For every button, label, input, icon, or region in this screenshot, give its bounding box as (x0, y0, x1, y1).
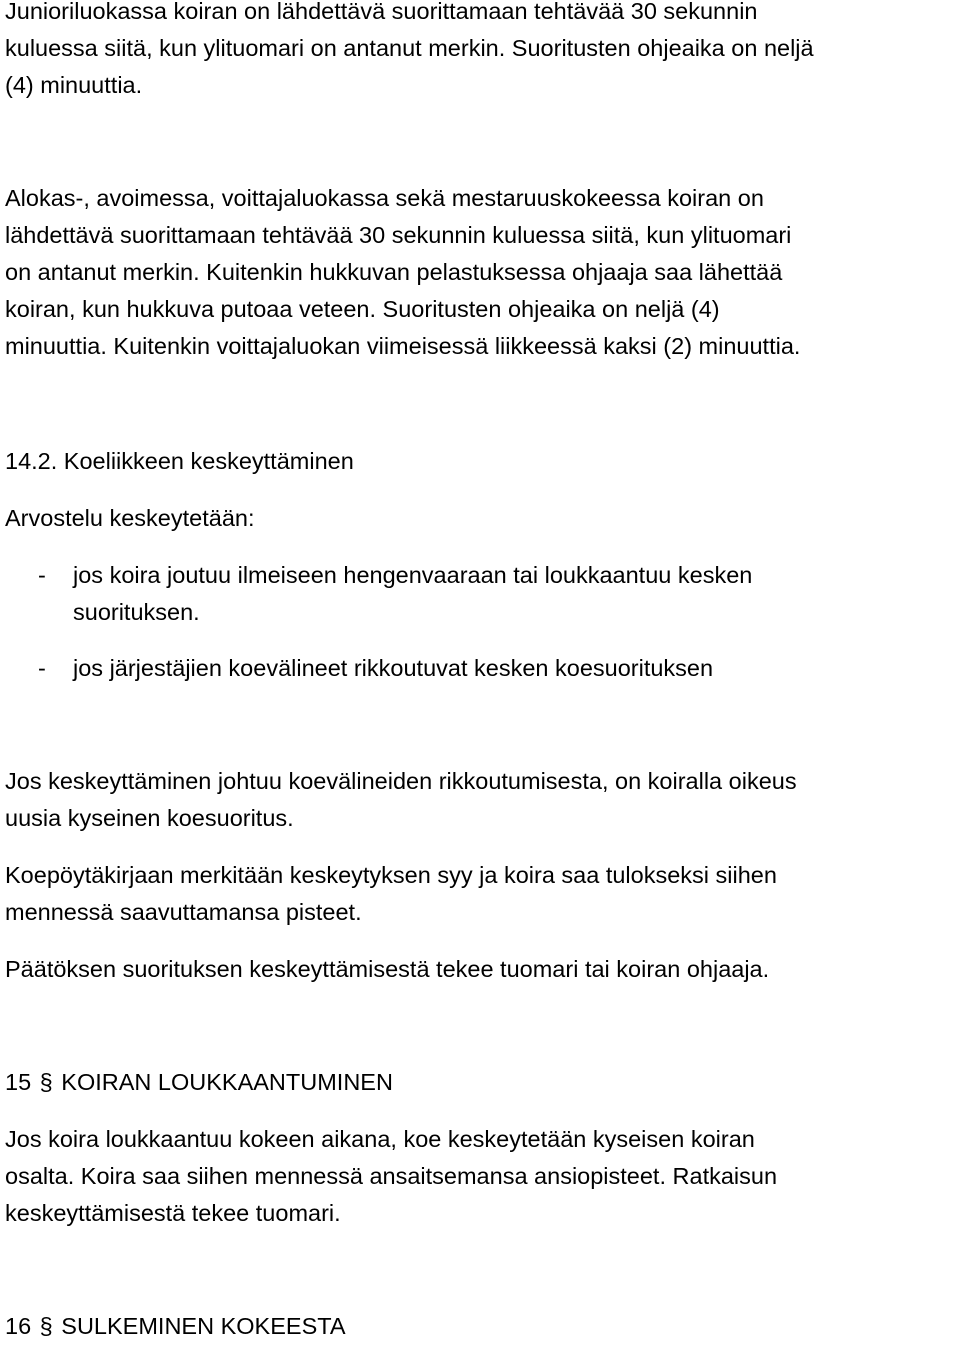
para2-line-2: mennessä saavuttamansa pisteet. (5, 899, 362, 925)
bullet-1-line-1: jos koira joutuu ilmeiseen hengenvaaraan tai loukkaantuu kesken (73, 562, 753, 588)
section-15-line-2: osalta. Koira saa siihen mennessä ansaitsemansa ansiopisteet. Ratkaisun (5, 1163, 778, 1189)
section-symbol-icon: § (39, 1313, 53, 1339)
para2-line-1: Koepöytäkirjaan merkitään keskeytyksen syy ja koira saa tulokseksi siihen (5, 862, 777, 888)
section-14-2-title: 14.2. Koeliikkeen keskeyttäminen (5, 448, 354, 474)
section-symbol-icon: § (39, 1069, 53, 1095)
bullet-marker: - (38, 655, 46, 681)
section-16-number: 16 (5, 1313, 32, 1339)
section-15-title: KOIRAN LOUKKAANTUMINEN (61, 1069, 393, 1095)
section-16-heading (5, 1308, 346, 1345)
para1-line-1: Jos keskeyttäminen johtuu koevälineiden rikkoutumisesta, on koiralla oikeus (5, 768, 797, 794)
junior-line-1: Junioriluokassa koiran on lähdettävä suorittamaan tehtävää 30 sekunnin (5, 0, 758, 24)
section-15-number: 15 (5, 1069, 32, 1095)
junior-line-2: kuluessa siitä, kun ylituomari on antanut merkin. Suoritusten ohjeaika on neljä (5, 35, 814, 61)
bullet-marker: - (38, 562, 46, 588)
other-line-2: lähdettävä suorittamaan tehtävää 30 sekunnin kuluessa siitä, kun ylituomari (5, 222, 792, 248)
bullet-2-line-1: jos järjestäjien koevälineet rikkoutuvat kesken koesuorituksen (73, 655, 714, 681)
other-line-1: Alokas-, avoimessa, voittajaluokassa sekä mestaruuskokeessa koiran on (5, 185, 764, 211)
bullet-1-line-2: suorituksen. (73, 599, 200, 625)
section-15-line-1: Jos koira loukkaantuu kokeen aikana, koe keskeytetään kyseisen koiran (5, 1126, 755, 1152)
section-14-2-lead: Arvostelu keskeytetään: (5, 505, 255, 531)
para1-line-2: uusia kyseinen koesuoritus. (5, 805, 294, 831)
para3-line-1: Päätöksen suorituksen keskeyttämisestä tekee tuomari tai koiran ohjaaja. (5, 956, 770, 982)
junior-line-3: (4) minuuttia. (5, 72, 143, 98)
section-15-heading (5, 1064, 393, 1101)
other-line-5: minuuttia. Kuitenkin voittajaluokan viimeisessä liikkeessä kaksi (2) minuuttia. (5, 333, 801, 359)
section-16-title: SULKEMINEN KOKEESTA (61, 1313, 346, 1339)
other-line-3: on antanut merkin. Kuitenkin hukkuvan pelastuksessa ohjaaja saa lähettää (5, 259, 783, 285)
section-15-line-3: keskeyttämisestä tekee tuomari. (5, 1200, 341, 1226)
other-line-4: koiran, kun hukkuva putoaa veteen. Suoritusten ohjeaika on neljä (4) (5, 296, 720, 322)
